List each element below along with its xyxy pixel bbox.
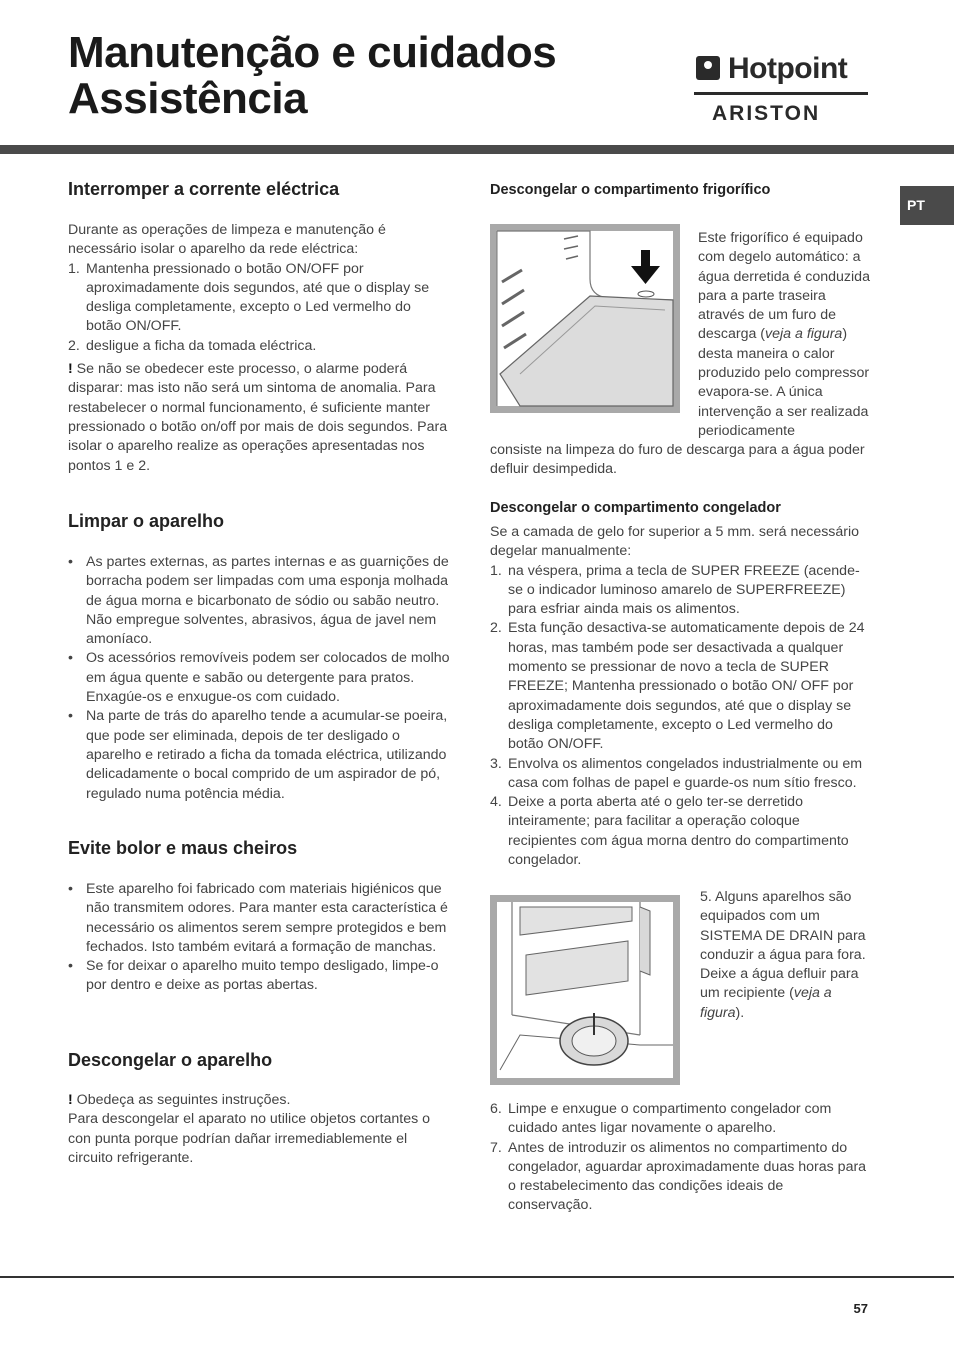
heading-descongelar: Descongelar o aparelho <box>68 1050 273 1070</box>
title-line-2: Assistência <box>68 74 308 123</box>
body-text: Para descongelar el aparato no utilice objetos cortantes o con punta porque podrían dañar irremediablemente el circuito refrigerante. <box>68 1111 431 1166</box>
warning-mark: ! <box>68 361 73 378</box>
language-tab: PT <box>900 186 954 225</box>
heading-interromper: Interromper a corrente eléctrica <box>68 179 340 199</box>
intro-text: Durante as operações de limpeza e manutenção é necessário isolar o aparelho da rede eléctrica: <box>68 222 386 258</box>
list-item: 4. Deixe a porta aberta até o gelo ter-se derretido inteiramente; para facilitar a operação coloque recipientes com água morna dentro do compartimento congelador. <box>490 794 849 869</box>
bullet-list <box>68 553 450 804</box>
list-item: • Se for deixar o aparelho muito tempo desligado, limpe-o por dentro e deixe as portas abertas. <box>68 958 439 994</box>
fridge-wrap-text: Este frigorífico é equipado com degelo automático: a água derretida é conduzida para a parte traseira através de um furo de descarga (veja a figura) desta maneira o calor produzido pelo compressor evapora-se. A única intervenção a ser realizada periodicamente <box>698 230 870 439</box>
header-bar <box>0 145 954 154</box>
bullet-list <box>68 880 450 996</box>
section-limpar <box>68 553 450 804</box>
intro-text: Se a camada de gelo for superior a 5 mm. será necessário degelar manualmente: <box>490 524 860 560</box>
list-item: 1. na véspera, prima a tecla de SUPER FREEZE (acende-se o indicador luminoso amarelo de SUPERFREEZE) para esfriar ainda mais os alimentos. <box>490 562 860 618</box>
list-item: • Este aparelho foi fabricado com materiais higiénicos que não transmitem odores. Para manter esta característica é necessário os alimentos serem sempre protegidos e bem fechados. Isto também evitará a formação de manchas. <box>68 881 448 955</box>
steps-list <box>490 562 870 871</box>
heading-frigorifico: Descongelar o compartimento frigorífico <box>490 182 771 198</box>
logo-square-icon <box>696 56 720 80</box>
list-item: 1. Mantenha pressionado o botão ON/OFF por aproximadamente dois segundos, até que o display se desliga completamente, excepto o Led vermelho do botão ON/OFF. <box>68 260 430 335</box>
heading-limpar: Limpar o aparelho <box>68 511 225 531</box>
heading-bolor: Evite bolor e maus cheiros <box>68 838 298 858</box>
heading-congelador: Descongelar o compartimento congelador <box>490 500 781 516</box>
list-item: 3. Envolva os alimentos congelados industrialmente ou em casa com folhas de papel e guarde-os num sítio fresco. <box>490 755 863 791</box>
brand-rule <box>694 92 868 95</box>
list-item: 6. Limpe e enxugue o compartimento congelador com cuidado antes ligar novamente o aparelho. <box>490 1101 832 1137</box>
section-bolor <box>68 880 450 996</box>
list-item: 2. Esta função desactiva-se automaticamente depois de 24 horas, mas também pode ser desactivada a qualquer momento se pressionar de novo a tecla de SUPER FREEZE; Mantenha pressionado o botão ON/ OFF por aproximadamente dois segundos, até que o display se desliga completamente, excepto o Led vermelho do botão ON/OFF. <box>490 620 865 753</box>
figure-fridge-drain <box>490 224 680 413</box>
page-title <box>68 30 556 122</box>
warning-text: ! Se não se obedecer este processo, o alarme poderá disparar: mas isto não será um sintoma de anomalia. Para restabelecer o normal funcionamento, é suficiente manter pressionado o botão on/off por mais de dois segundos. Para isolar o aparelho realize as operações apresentadas nos pontos 1 e 2. <box>68 361 448 474</box>
page-number: 57 <box>853 1301 868 1316</box>
list-item: • Na parte de trás do aparelho tende a acumular-se poeira, que pode ser eliminada, depois de ter desligado o aparelho e retirado a ficha da tomada eléctrica, utilizando delicadamente o bocal comprido de um aspirador de pó, regulado numa potência média. <box>68 708 448 802</box>
section-interromper <box>68 221 448 476</box>
steps-list <box>68 260 448 356</box>
section-descongelar <box>68 1091 448 1168</box>
list-item: • As partes externas, as partes internas e as guarnições de borracha podem ser limpadas com uma esponja molhada de água morna e bicarbonato de sódio ou sabão neutro. Não empregue solventes, abrasivos, água de javel nem amoníaco. <box>68 554 449 648</box>
list-item: • Os acessórios removíveis podem ser colocados de molho em água quente e sabão ou detergente para pratos. Enxagúe-os e enxugue-os com cuidado. <box>68 650 450 706</box>
title-line-1: Manutenção e cuidados <box>68 28 557 77</box>
drain-wrap-text: 5. Alguns aparelhos são equipados com um SISTEMA DE DRAIN para conduzir a água para fora. Deixe a água defluir para um recipiente (veja a figura). <box>700 889 866 1021</box>
brand-logo <box>694 50 868 126</box>
brand-name: Hotpoint <box>728 52 848 85</box>
section-congelador <box>490 523 870 870</box>
brand-sub: ARISTON <box>712 102 821 125</box>
warning-mark: ! <box>68 1092 73 1108</box>
warning-text: ! Obedeça as seguintes instruções. <box>68 1092 291 1108</box>
steps-list <box>490 1100 870 1216</box>
list-item: 2. desligue a ficha da tomada eléctrica. <box>68 337 317 354</box>
footer-rule <box>0 1276 954 1278</box>
section-congelador-end <box>490 1100 870 1216</box>
figure-freezer-drain <box>490 895 680 1085</box>
list-item: 7. Antes de introduzir os alimentos no compartimento do congelador, aguardar aproximadamente duas horas para o restabelecimento das condições ideais de conservação. <box>490 1139 867 1214</box>
fridge-tail-text: consiste na limpeza do furo de descarga para a água poder defluir desimpedida. <box>490 442 865 478</box>
